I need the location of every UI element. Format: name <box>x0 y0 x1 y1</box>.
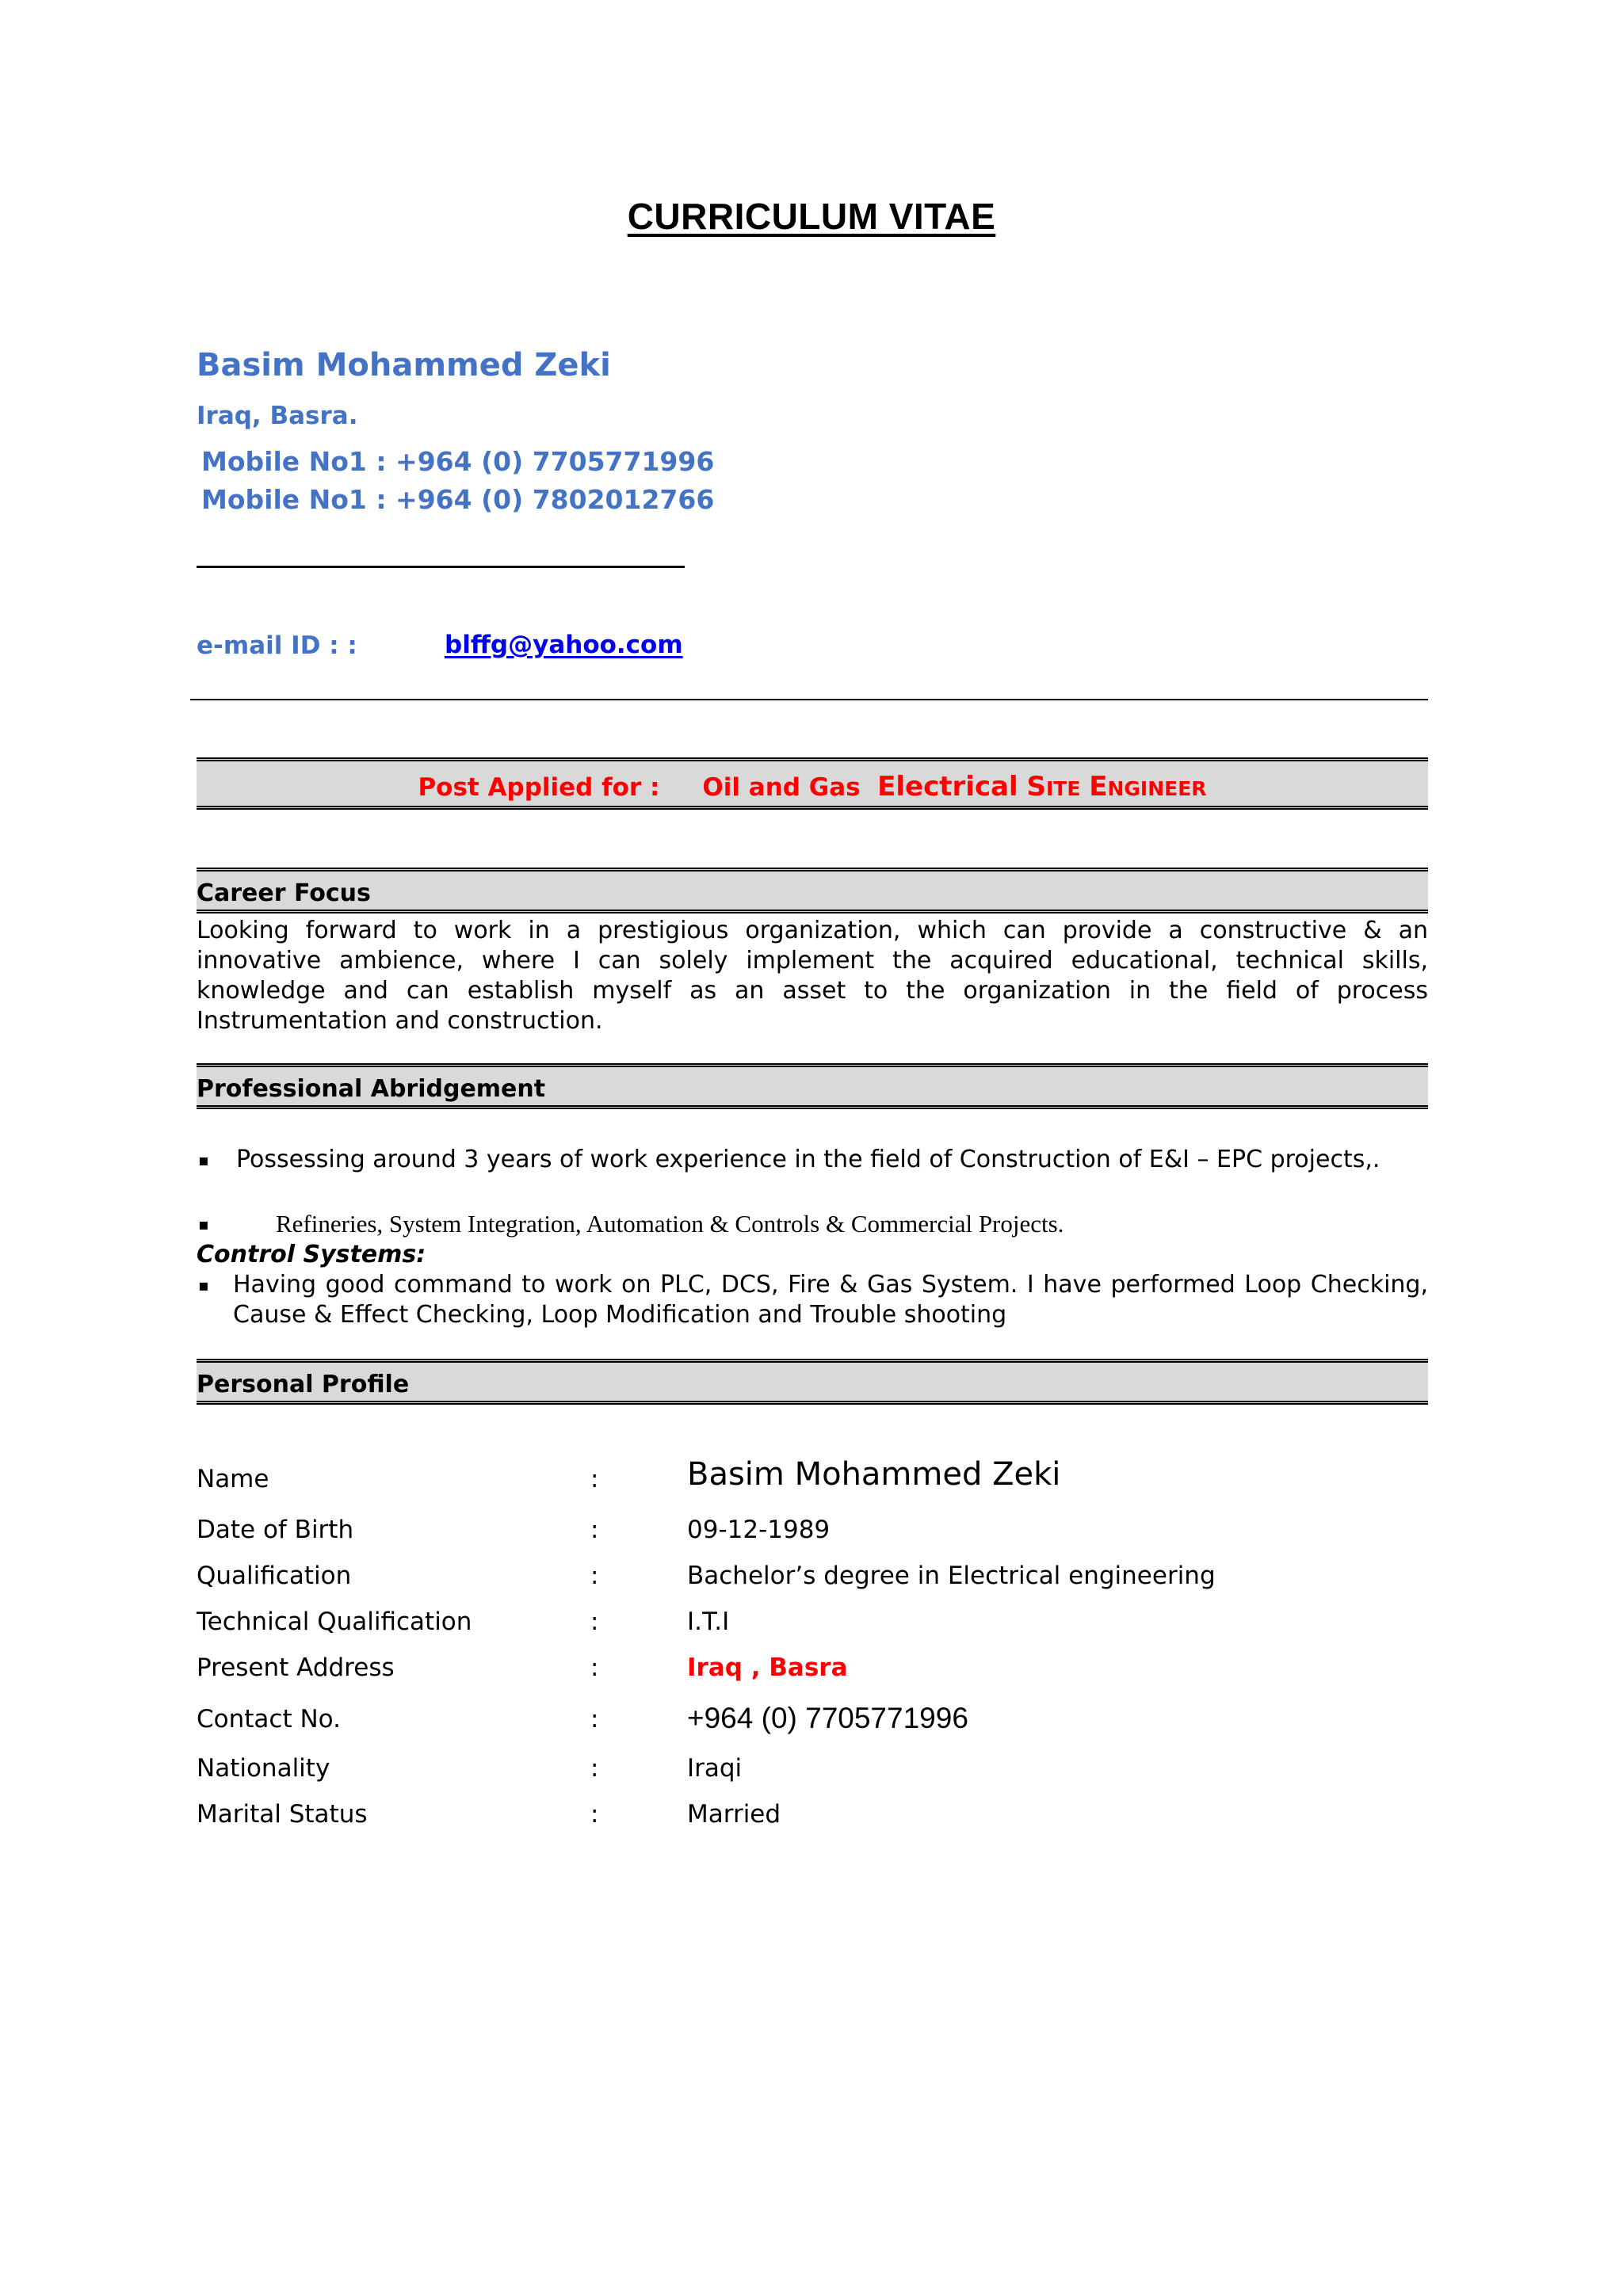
candidate-name: Basim Mohammed Zeki <box>197 347 611 383</box>
profile-separator: : <box>590 1754 599 1783</box>
list-item <box>197 1209 1428 1241</box>
bullet-icon: ▪ <box>198 1276 209 1295</box>
personal-profile-band <box>197 1359 1428 1405</box>
page-title: CURRICULUM VITAE <box>627 196 996 237</box>
post-applied-engineer-rest: NGINEER <box>1107 777 1207 800</box>
profile-label-technical-qualification: Technical Qualification <box>197 1608 472 1636</box>
profile-label-qualification: Qualification <box>197 1562 352 1590</box>
career-focus-text: Looking forward to work in a prestigious organization, which can provide a constructive & an innovative ambience, where I can solely implement the acquired educational, technical skills, knowledge and can establish myself as an asset to the organization in the field of process Instrumentation and construction. <box>197 917 1428 1035</box>
profile-separator: : <box>590 1653 599 1682</box>
profile-separator: : <box>590 1800 599 1829</box>
profile-value-technical-qualification: I.T.I <box>687 1608 730 1636</box>
post-applied-band <box>197 757 1428 810</box>
email-label: e-mail ID : : <box>197 631 357 660</box>
profile-value-present-address: Iraq , Basra <box>687 1653 848 1682</box>
post-applied-site-rest: ITE <box>1046 777 1081 800</box>
post-applied-value-prefix: Oil and Gas <box>702 773 861 802</box>
list-item-text: Refineries, System Integration, Automation & Controls & Commercial Projects. <box>276 1210 1064 1238</box>
control-systems-heading: Control Systems: <box>197 1241 426 1268</box>
career-focus-band <box>197 868 1428 913</box>
candidate-address: Iraq, Basra. <box>197 402 358 430</box>
profile-value-dob: 09-12-1989 <box>687 1516 831 1544</box>
list-item <box>197 1270 1428 1333</box>
profile-value-marital-status: Married <box>687 1800 781 1829</box>
list-item-text: Having good command to work on PLC, DCS, Fire & Gas System. I have performed Loop Checking, Cause & Effect Checking, Loop Modification and Trouble shooting <box>233 1271 1428 1329</box>
profile-value-contact: +964 (0) 7705771996 <box>687 1702 968 1734</box>
career-focus-heading: Career Focus <box>197 879 371 907</box>
profile-separator: : <box>590 1705 599 1733</box>
profile-value-qualification: Bachelor’s degree in Electrical engineering <box>687 1562 1216 1590</box>
post-applied-engineer-initial: E <box>1089 771 1108 803</box>
abridgement-heading: Professional Abridgement <box>197 1075 546 1103</box>
profile-label-dob: Date of Birth <box>197 1516 354 1544</box>
profile-value-name: Basim Mohammed Zeki <box>687 1456 1061 1493</box>
bullet-icon: ▪ <box>198 1150 209 1169</box>
post-applied-site-initial: S <box>1026 771 1046 803</box>
header-divider <box>197 566 685 568</box>
list-item <box>197 1145 1428 1208</box>
post-applied-electrical: Electrical <box>877 771 1018 803</box>
email-link[interactable]: blffg@yahoo.com <box>445 631 683 659</box>
profile-separator: : <box>590 1465 599 1493</box>
mobile-number-2: Mobile No1 : +964 (0) 7802012766 <box>201 484 715 515</box>
profile-value-nationality: Iraqi <box>687 1754 743 1783</box>
section-divider <box>190 699 1428 700</box>
mobile-number-1: Mobile No1 : +964 (0) 7705771996 <box>201 446 715 477</box>
list-item-text: Possessing around 3 years of work experience in the field of Construction of E&I – EPC projects,. <box>236 1146 1381 1173</box>
post-applied-label: Post Applied for : <box>418 773 660 802</box>
profile-label-name: Name <box>197 1465 269 1493</box>
profile-label-contact: Contact No. <box>197 1705 341 1733</box>
profile-separator: : <box>590 1516 599 1544</box>
abridgement-band <box>197 1063 1428 1109</box>
bullet-icon: ▪ <box>198 1215 209 1234</box>
profile-label-nationality: Nationality <box>197 1754 330 1783</box>
post-applied-text <box>197 771 1428 803</box>
profile-separator: : <box>590 1608 599 1636</box>
profile-label-present-address: Present Address <box>197 1653 395 1682</box>
profile-separator: : <box>590 1562 599 1590</box>
profile-label-marital-status: Marital Status <box>197 1800 368 1829</box>
personal-profile-heading: Personal Profile <box>197 1371 410 1398</box>
